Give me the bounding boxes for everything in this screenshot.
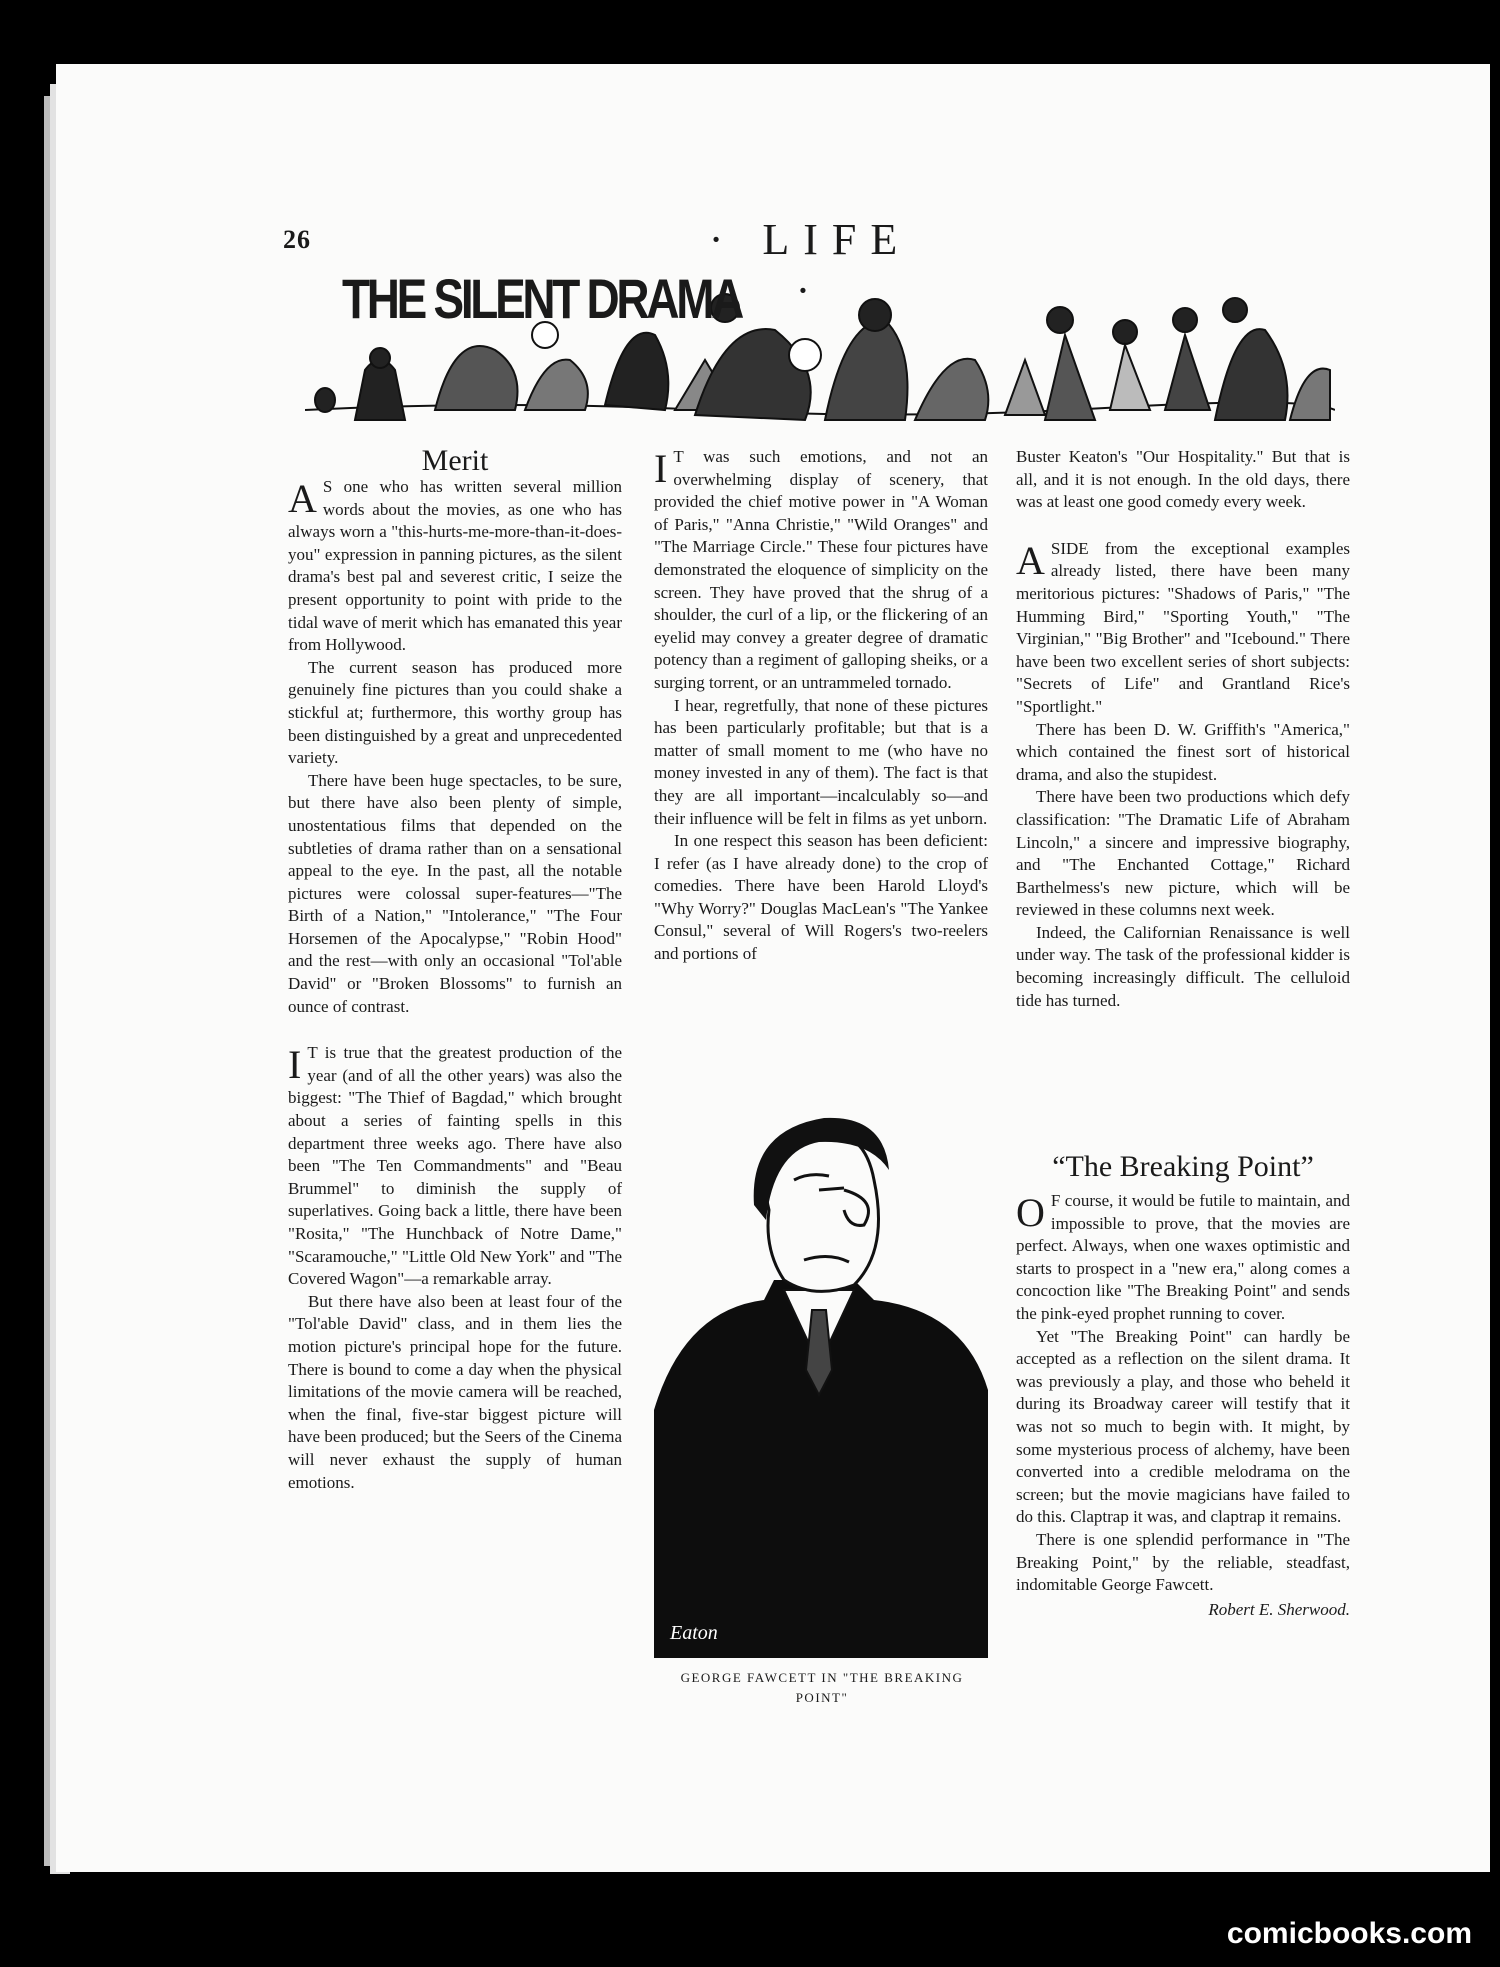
drop-cap: A [1016, 537, 1045, 583]
merit-column [288, 476, 622, 1494]
middle-column [654, 446, 988, 966]
paragraph: There is one splendid performance in "The Breaking Point," by the reliable, steadfast, indomitable George Fawcett. [1016, 1529, 1350, 1595]
site-watermark: comicbooks.com [1226, 1917, 1472, 1950]
paragraph: A S one who has written several million words about the movies, as one who has always worn a "this-hurts-me-more-than-it-does-you" expression in panning pictures, as the silent drama's best pal and severest critic, I seize the present opportunity to point with pride to the tidal wave of merit which has emanated this year from Hollywood. [288, 476, 622, 655]
page-number: 26 [283, 225, 311, 254]
masthead: · LIFE · [708, 215, 912, 315]
paragraph: But there have also been at least four of the "Tol'able David" class, and in them lies the motion picture's principal hope for the future. There is bound to come a day when the physical limitations of the movie camera will be reached, when the final, five-star biggest picture will have been produced; but the Seers of the Cinema will never exhaust the supply of human emotions. [288, 1291, 622, 1492]
drop-cap: A [288, 476, 317, 521]
paragraph: I T is true that the greatest production of the year (and of all the other years) was also the biggest: "The Thief of Bagdad," which brought about a series of fainting spells in this department three weeks ago. There have also been "The Ten Commandments" and "Beau Brummel" to diminish the supply of superlatives. Going back a little, there have been "Rosita," "The Hunchback of Notre Dame," "Scaramouche," "Little Old New York" and "The Covered Wagon"—a remarkable array. [288, 1042, 623, 1289]
paragraph: ASIDE from the exceptional examples already listed, there have been many meritorious pictures: "Shadows of Paris," "The Humming Bird," "Sporting Youth," "The Virginian," "Big Brother" and "Icebound." There have been two excellent series of short subjects: "Secrets of Life" and Grantland Rice's "Sportlight." [1016, 537, 1350, 716]
paragraph: The current season has produced more genuinely fine pictures than you could shake a stickful at; furthermore, this worthy group has been distinguished by a great and unprecedented variety. [288, 657, 622, 768]
artist-signature: Eaton [670, 1622, 718, 1644]
right-column [1016, 446, 1350, 1012]
department-title: THE SILENT DRAMA [342, 267, 742, 330]
breaking-point-heading: “The Breaking Point” [1052, 1150, 1314, 1183]
paragraph: Indeed, the Californian Renaissance is well under way. The task of the professional kidder is becoming increasingly difficult. The celluloid tide has turned. [1016, 922, 1350, 1010]
george-fawcett-caricature [654, 1110, 988, 1658]
paragraph: There has been D. W. Griffith's "America," which contained the finest sort of historical drama, and also the stupidest. [1016, 719, 1350, 784]
merit-heading: Merit [421, 444, 489, 477]
paragraph: I hear, regretfully, that none of these pictures has been particularly profitable; but that is a matter of small moment to me (who have no money invested in any of them). The fact is that they are all important—incalculably so—and their influence will be felt in films as yet unborn. [654, 695, 988, 828]
author-signature: Robert E. Sherwood. [1208, 1599, 1350, 1619]
paragraph: O F course, it would be futile to maintain, and impossible to prove, that the movies are perfect. Always, when one waxes optimistic and starts to prospect in a "new era," along comes a concoction like "The Breaking Point" and sends the pink-eyed prophet running to cover. [1016, 1190, 1350, 1323]
paragraph: In one respect this season has been deficient: I refer (as I have already done) to the crop of comedies. There have been Harold Lloyd's "Why Worry?" Douglas MacLean's "The Yankee Consul," several of Will Rogers's two-reelers and portions of [654, 831, 988, 964]
drop-cap: I [288, 1042, 302, 1088]
paragraph: Yet "The Breaking Point" can hardly be accepted as a reflection on the silent drama. It was previously a play, and those who beheld it during its Broadway career will testify that it was not so much to begin with. It might, by some mysterious process of alchemy, have been converted into a credible melodrama on the screen; but the movie magicians have failed to do this. Claptrap it was, and claptrap it remains. [1016, 1326, 1350, 1527]
breaking-point-column [1016, 1190, 1350, 1621]
paragraph: There have been two productions which defy classification: "The Dramatic Life of Abraham Lincoln," a sincere and impressive biography, and "The Enchanted Cottage," Richard Barthelmess's new picture, which will be reviewed in these columns next week. [1016, 787, 1350, 920]
drop-cap: O [1016, 1190, 1045, 1235]
paragraph: Buster Keaton's "Our Hospitality." But that is all, and it is not enough. In the old days, there was at least one good comedy every week. [1016, 447, 1350, 512]
paragraph: There have been huge spectacles, to be sure, but there have also been plenty of simple, unostentatious films that depended on the subtleties of drama rather than on a sensational appeal to the eye. In the past, all the notable pictures were colossal super-features—"The Birth of a Nation," "Intolerance," "The Four Horsemen of the Apocalypse," "Robin Hood" and the rest—with only an occasional "Tol'able David" or "Broken Blossoms" to furnish an ounce of contrast. [288, 770, 622, 1016]
illustration-caption: GEORGE FAWCETT IN "THE BREAKING POINT" [680, 1670, 964, 1705]
paragraph: I T was such emotions, and not an overwhelming display of scenery, that provided the chief motive power in "A Woman of Paris," "Anna Christie," "Wild Oranges" and "The Marriage Circle." These four pictures have demonstrated the eloquence of simplicity on the screen. They have proved that the shrug of a shoulder, the curl of a lip, or the flickering of an eyelid may convey a greater degree of dramatic potency than a regiment of galloping sheiks, or a surging torrent, or an untrammeled tornado. [654, 446, 988, 692]
drop-cap: I [654, 446, 668, 491]
